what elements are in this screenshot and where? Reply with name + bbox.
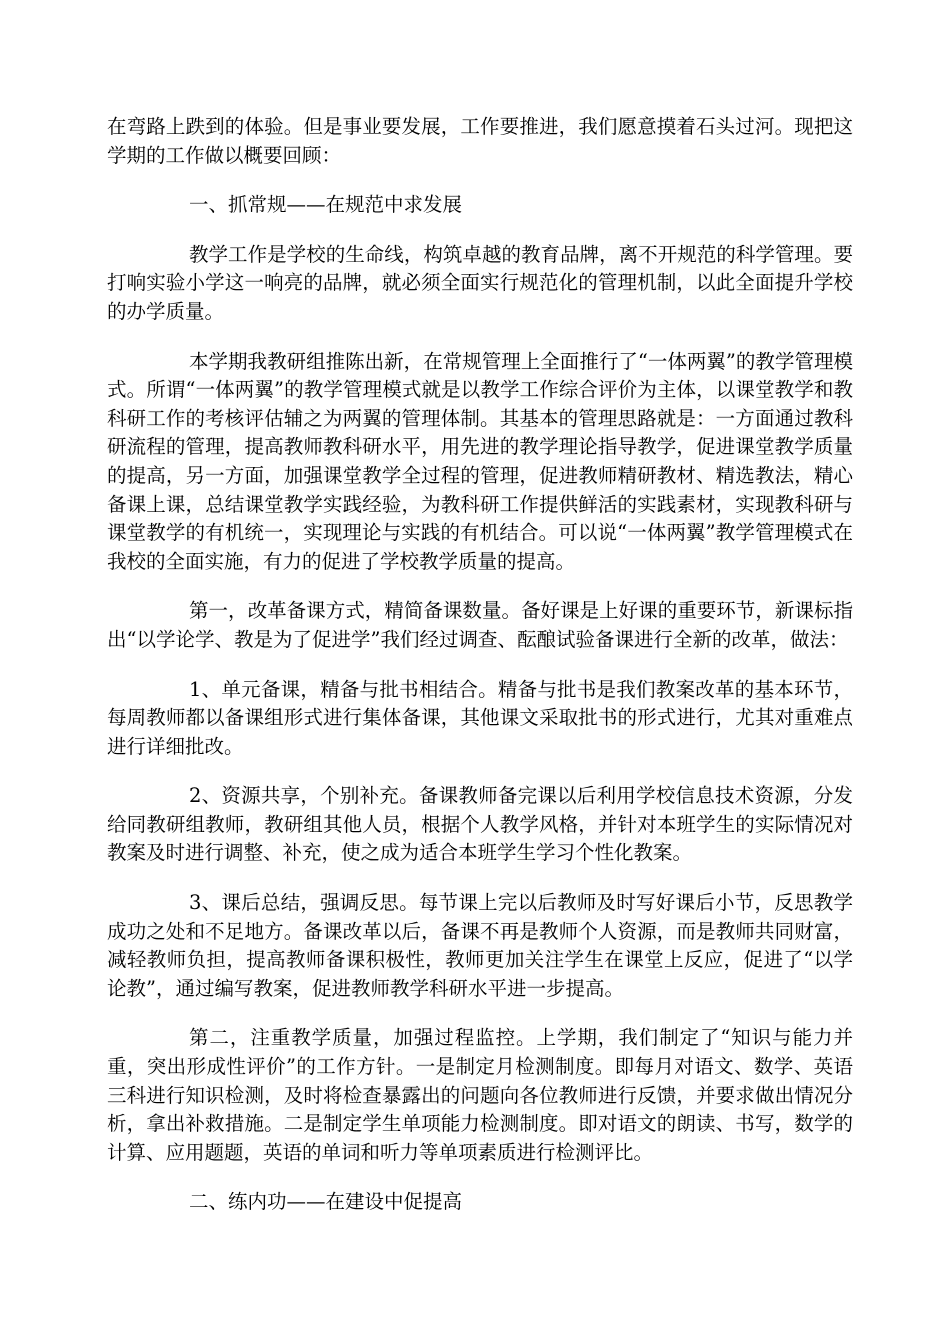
paragraph-intro-continuation: 在弯路上跌到的体验。但是事业要发展，工作要推进，我们愿意摸着石头过河。现把这学期的工作做以概要回顾：: [107, 115, 853, 167]
document-body: [107, 113, 853, 1238]
list-item-unit-prep: 1、单元备课，精备与批书相结合。精备与批书是我们教案改革的基本环节，每周教师都以备课组形式进行集体备课，其他课文采取批书的形式进行，尤其对重难点进行详细批改。: [107, 677, 853, 758]
list-item-resource-sharing: 2、资源共享，个别补充。备课教师备完课以后利用学校信息技术资源，分发给同教研组教师，教研组其他人员，根据个人教学风格，并针对本班学生的实际情况对教案及时进行调整、补充，使之成为适合本班学生学习个性化教案。: [107, 784, 853, 865]
paragraph-teaching-quality: 第二，注重教学质量，加强过程监控。上学期，我们制定了“知识与能力并重，突出形成性评价”的工作方针。一是制定月检测制度。即每月对语文、数学、英语三科进行知识检测，及时将检查暴露出的问题向各位教师进行反馈，并要求做出情况分析，拿出补救措施。二是制定学生单项能力检测制度。即对语文的朗读、书写，数学的计算、应用题题，英语的单词和听力等单项素质进行检测评比。: [107, 1026, 853, 1164]
list-item-post-class-summary: 3、课后总结，强调反思。每节课上完以后教师及时写好课后小节，反思教学成功之处和不足地方。备课改革以后，备课不再是教师个人资源，而是教师共同财富，减轻教师负担，提高教师备课积极性，教师更加关注学生在课堂上反应，促进了“以学论教”，通过编写教案，促进教师教学科研水平进一步提高。: [107, 891, 853, 1000]
paragraph-management-model: 本学期我教研组推陈出新，在常规管理上全面推行了“一体两翼”的教学管理模式。所谓“一体两翼”的教学管理模式就是以教学工作综合评价为主体，以课堂教学和教科研工作的考核评估辅之为两翼的管理体制。其基本的管理思路就是：一方面通过教科研流程的管理，提高教师教科研水平，用先进的教学理论指导教学，促进课堂教学质量的提高，另一方面，加强课堂教学全过程的管理，促进教师精研教材、精选教法，精心备课上课，总结课堂教学实践经验，为教科研工作提供鲜活的实践素材，实现教科研与课堂教学的有机统一，实现理论与实践的有机结合。可以说“一体两翼”教学管理模式在我校的全面实施，有力的促进了学校教学质量的提高。: [107, 349, 853, 573]
section-heading-2: 二、练内功——在建设中促提高: [189, 1190, 463, 1214]
paragraph-reform-lesson-prep: 第一，改革备课方式，精简备课数量。备好课是上好课的重要环节，新课标指出“以学论学、教是为了促进学”我们经过调查、酝酿试验备课进行全新的改革，做法：: [107, 599, 853, 651]
section-heading-1: 一、抓常规——在规范中求发展: [189, 193, 463, 217]
paragraph-teaching-lifeline: 教学工作是学校的生命线，构筑卓越的教育品牌，离不开规范的科学管理。要打响实验小学这一响亮的品牌，就必须全面实行规范化的管理机制，以此全面提升学校的办学质量。: [107, 242, 853, 323]
